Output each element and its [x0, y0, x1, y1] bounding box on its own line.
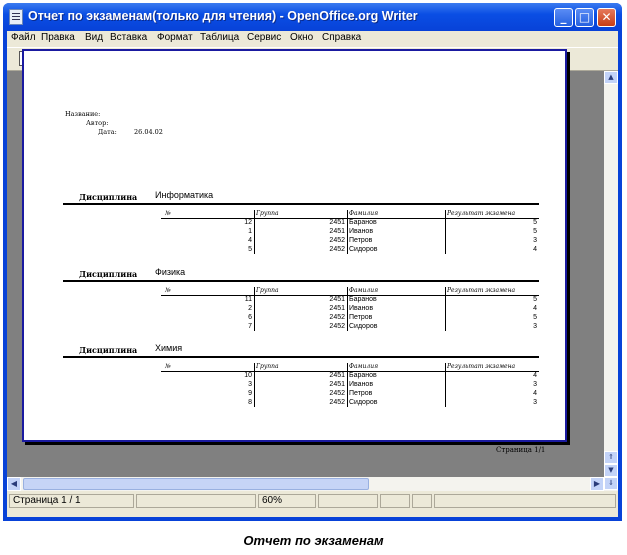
page-footer: Страница 1/1 — [496, 446, 546, 454]
table-column-divider — [347, 363, 348, 407]
group-cell: 2452 — [329, 237, 345, 244]
scroll-right-icon[interactable]: ▶ — [590, 477, 604, 491]
table-header-cell: Результат экзамена — [447, 363, 516, 370]
status-info — [434, 494, 616, 508]
surname-cell: Сидоров — [349, 323, 378, 330]
surname-cell: Сидоров — [349, 399, 378, 406]
surname-cell: Баранов — [349, 372, 377, 379]
minimize-icon: _ — [560, 10, 567, 24]
status-mode[interactable] — [318, 494, 378, 508]
table-header-cell: Результат экзамена — [447, 210, 516, 217]
group-cell: 2451 — [329, 228, 345, 235]
discipline-name: Информатика — [155, 190, 214, 200]
discipline-label: Дисциплина — [79, 345, 138, 355]
menu-help[interactable]: Справка — [322, 32, 362, 43]
result-cell: 3 — [533, 323, 537, 330]
table-header-cell: Группа — [256, 210, 279, 217]
group-cell: 2451 — [329, 372, 345, 379]
table-header-cell: Группа — [256, 363, 279, 370]
menu-view[interactable]: Вид — [85, 32, 104, 43]
group-cell: 2452 — [329, 399, 345, 406]
result-cell: 4 — [533, 390, 537, 397]
report-page — [22, 49, 567, 454]
surname-cell: Баранов — [349, 296, 377, 303]
surname-cell: Иванов — [349, 381, 374, 388]
group-cell: 2452 — [329, 314, 345, 321]
surname-cell: Сидоров — [349, 246, 378, 253]
exam-number-cell: 7 — [248, 323, 252, 330]
table-column-divider — [347, 210, 348, 254]
group-cell: 2452 — [329, 246, 345, 253]
vertical-scrollbar[interactable] — [604, 71, 618, 491]
menu-file[interactable]: Файл — [11, 32, 36, 43]
menu-format[interactable]: Формат — [157, 32, 193, 43]
maximize-button[interactable] — [575, 8, 594, 27]
group-cell: 2452 — [329, 390, 345, 397]
result-cell: 3 — [533, 381, 537, 388]
group-cell: 2451 — [329, 296, 345, 303]
section-divider — [63, 203, 539, 205]
exam-number-cell: 3 — [248, 381, 252, 388]
section-divider — [63, 356, 539, 358]
exam-number-cell: 8 — [248, 399, 252, 406]
table-header-cell: Фамилия — [349, 363, 379, 370]
figure-caption: Отчет по экзаменам — [243, 533, 384, 548]
exam-number-cell: 6 — [248, 314, 252, 321]
exam-number-cell: 9 — [248, 390, 252, 397]
group-cell: 2452 — [329, 323, 345, 330]
group-cell: 2451 — [329, 381, 345, 388]
name-label: Название: — [65, 110, 101, 118]
table-column-divider — [347, 287, 348, 331]
table-header-cell: Фамилия — [349, 287, 379, 294]
table-header-cell: № — [165, 287, 171, 294]
exam-number-cell: 12 — [244, 219, 252, 226]
table-header-cell: Фамилия — [349, 210, 379, 217]
status-bar — [7, 493, 618, 511]
document-icon — [9, 9, 23, 25]
discipline-label: Дисциплина — [79, 192, 138, 202]
title-bar[interactable] — [3, 3, 622, 31]
result-cell: 5 — [533, 228, 537, 235]
menu-insert[interactable]: Вставка — [110, 32, 148, 43]
result-cell: 5 — [533, 296, 537, 303]
group-cell: 2451 — [329, 219, 345, 226]
scroll-up-icon[interactable]: ▲ — [604, 71, 618, 84]
section-divider — [63, 280, 539, 282]
table-header-cell: № — [165, 363, 171, 370]
group-cell: 2451 — [329, 305, 345, 312]
result-cell: 4 — [533, 305, 537, 312]
exam-number-cell: 2 — [248, 305, 252, 312]
exam-number-cell: 11 — [244, 296, 252, 303]
surname-cell: Петров — [349, 237, 373, 244]
window-title: Отчет по экзаменам(только для чтения) - OpenOffice.org Writer — [28, 9, 418, 23]
result-cell: 5 — [533, 314, 537, 321]
status-style — [136, 494, 256, 508]
menu-edit[interactable]: Правка — [41, 32, 75, 43]
exam-number-cell: 1 — [248, 228, 252, 235]
table-header-cell: Результат экзамена — [447, 287, 516, 294]
table-header-cell: Группа — [256, 287, 279, 294]
status-modified — [412, 494, 432, 508]
exam-number-cell: 5 — [248, 246, 252, 253]
discipline-name: Химия — [155, 343, 183, 353]
result-cell: 3 — [533, 399, 537, 406]
surname-cell: Иванов — [349, 228, 374, 235]
status-page: Страница 1 / 1 — [9, 494, 134, 508]
result-cell: 4 — [533, 246, 537, 253]
minimize-button[interactable] — [554, 8, 573, 27]
scroll-down-icon[interactable]: ▼ — [604, 464, 618, 477]
horizontal-scroll-thumb[interactable] — [23, 478, 369, 490]
close-button[interactable] — [597, 8, 616, 27]
surname-cell: Петров — [349, 390, 373, 397]
scroll-left-icon[interactable]: ◀ — [7, 477, 21, 491]
date-value: 26.04.02 — [134, 128, 163, 136]
surname-cell: Иванов — [349, 305, 374, 312]
menu-window[interactable]: Окно — [290, 32, 314, 43]
date-label: Дата: — [98, 128, 117, 136]
result-cell: 5 — [533, 219, 537, 226]
surname-cell: Петров — [349, 314, 373, 321]
exam-number-cell: 10 — [244, 372, 252, 379]
menu-table[interactable]: Таблица — [200, 32, 240, 43]
page-down-icon[interactable]: ⇓ — [604, 477, 618, 490]
status-zoom[interactable]: 60% — [258, 494, 316, 508]
author-label: Автор: — [86, 119, 109, 127]
result-cell: 3 — [533, 237, 537, 244]
maximize-icon: □ — [578, 10, 591, 24]
menu-tools[interactable]: Сервис — [247, 32, 282, 43]
horizontal-scrollbar[interactable] — [7, 477, 604, 491]
surname-cell: Баранов — [349, 219, 377, 226]
menu-bar — [7, 31, 618, 46]
status-selection[interactable] — [380, 494, 410, 508]
close-icon: ✕ — [601, 10, 612, 24]
discipline-name: Физика — [155, 267, 186, 277]
discipline-label: Дисциплина — [79, 269, 138, 279]
result-cell: 4 — [533, 372, 537, 379]
table-header-cell: № — [165, 210, 171, 217]
page-up-icon[interactable]: ⇑ — [604, 451, 618, 464]
exam-number-cell: 4 — [248, 237, 252, 244]
